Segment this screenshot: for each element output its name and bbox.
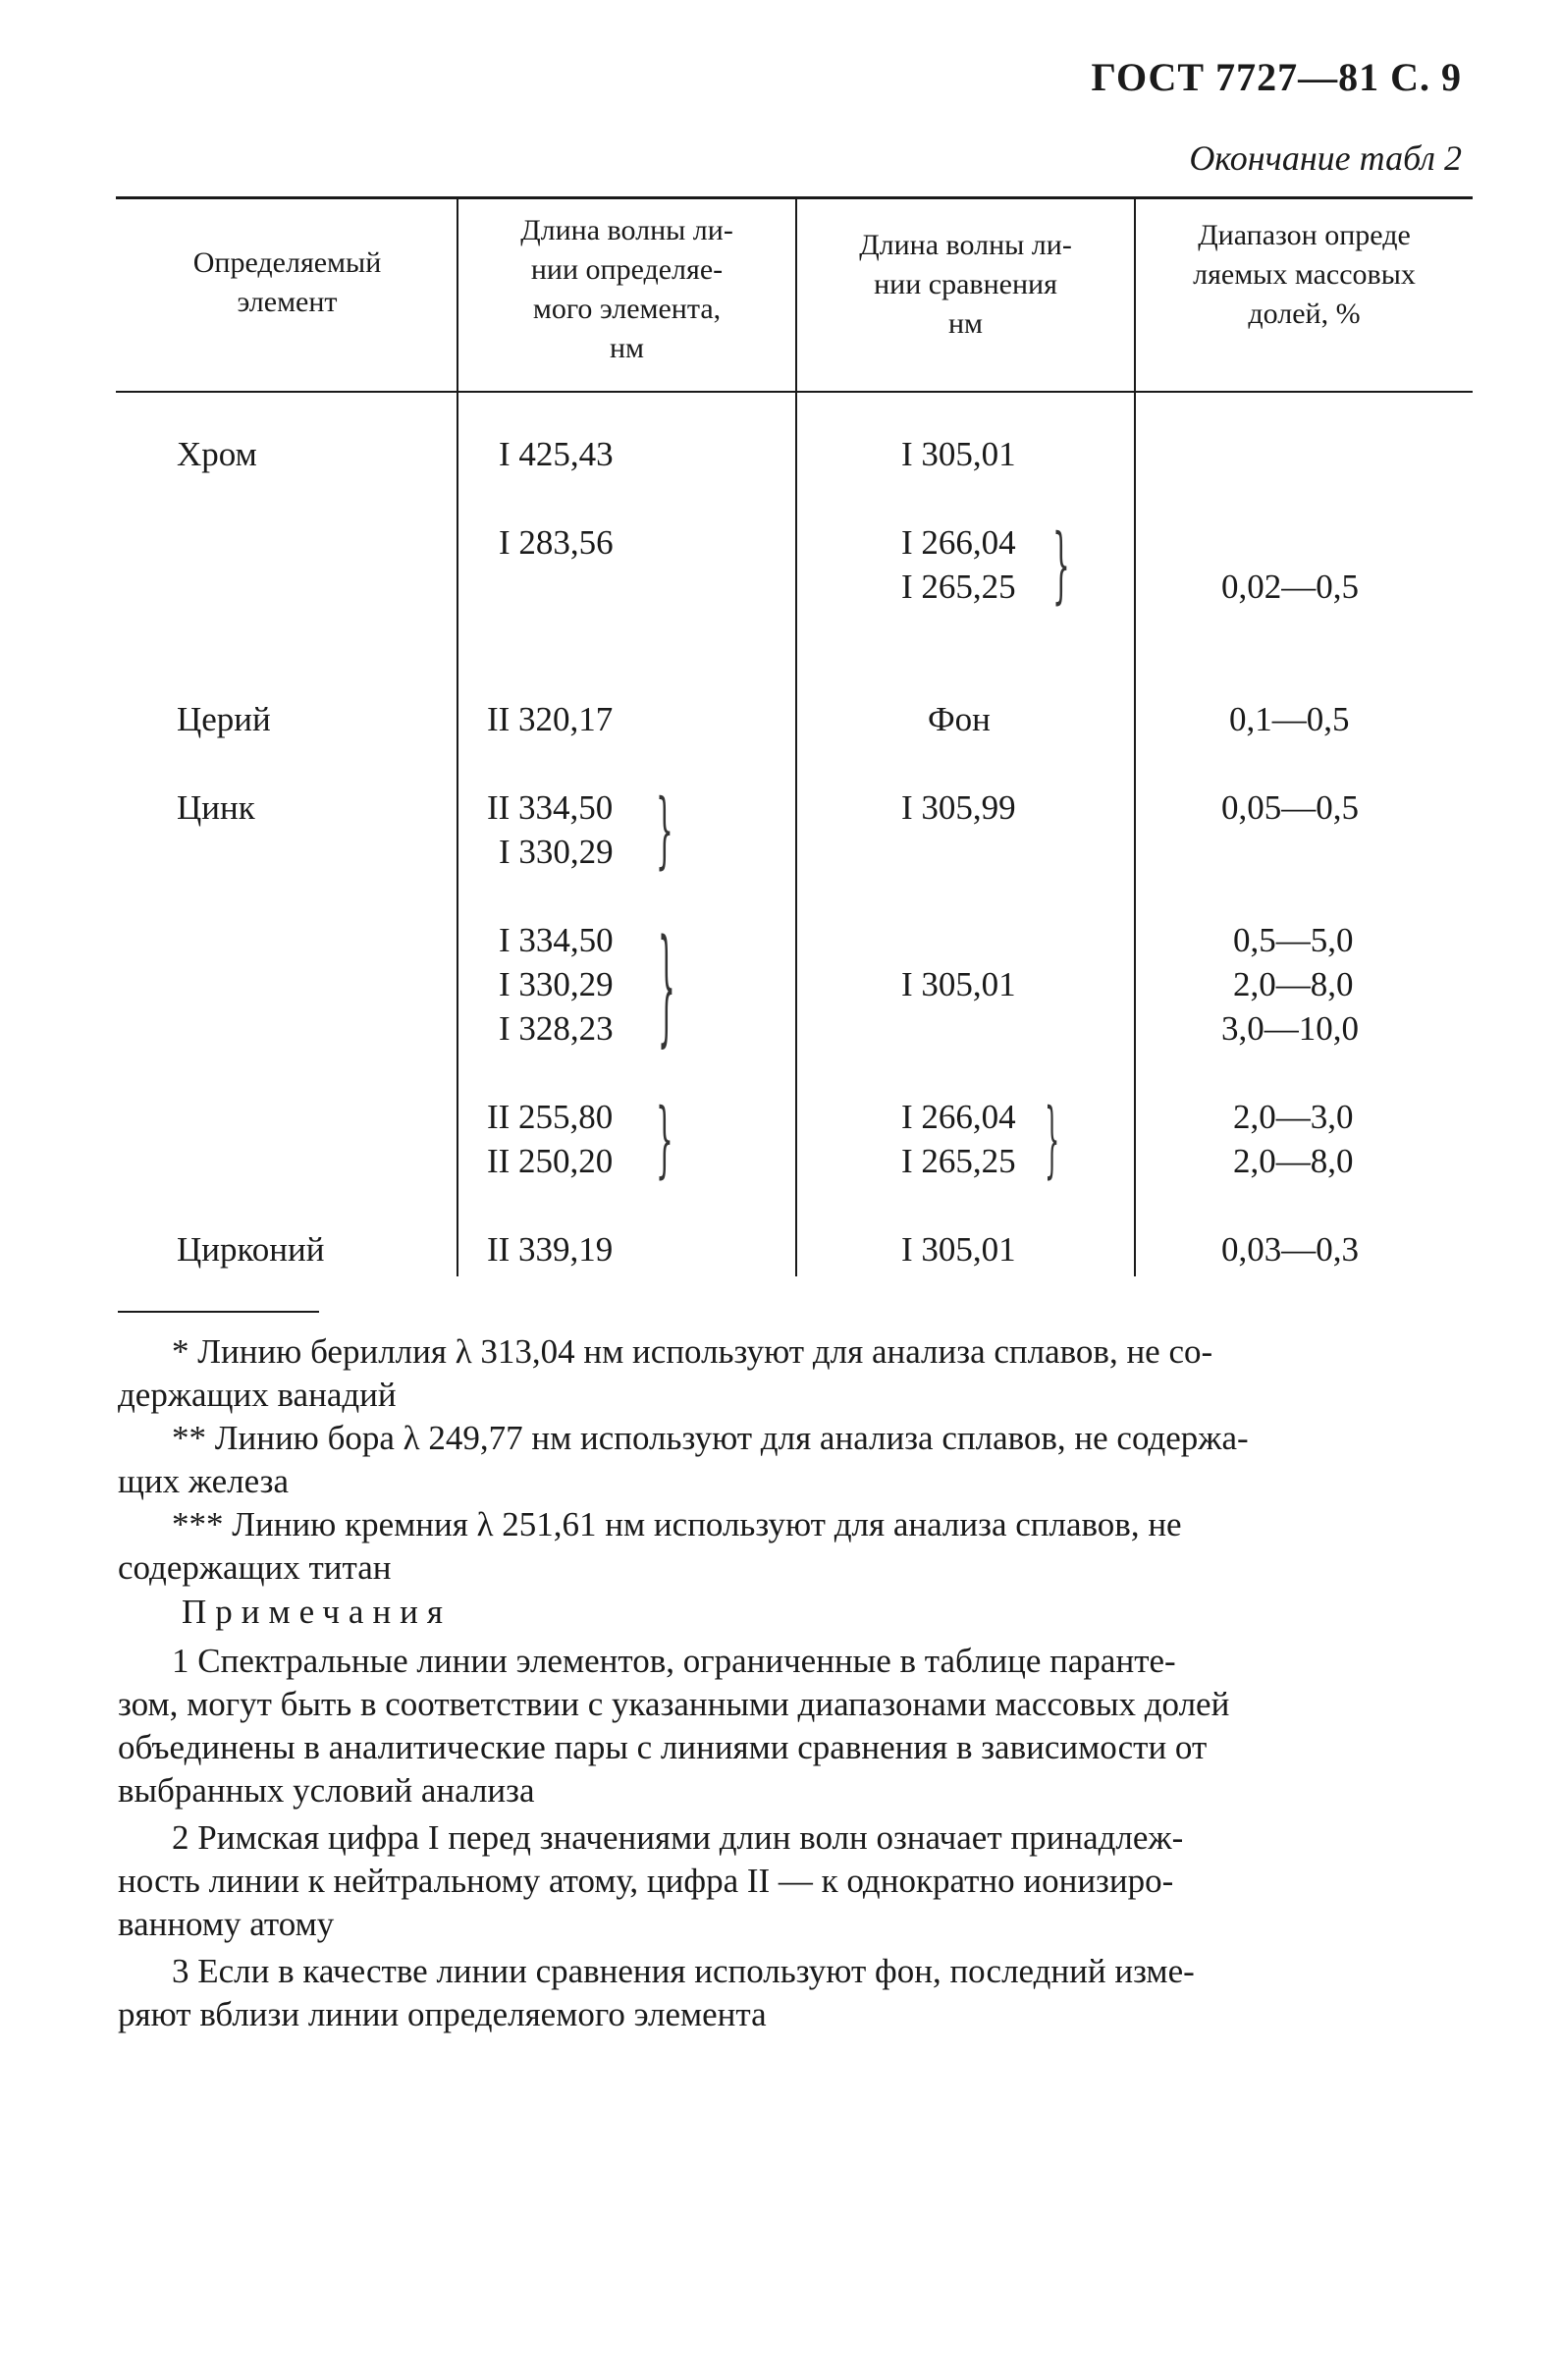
table-cell-element: Хром — [177, 435, 257, 473]
column-header-element: Определяемый элемент — [192, 246, 382, 318]
column-header-line-wavelength: Длина волны ли- нии определяе- мого элемента, нм — [520, 214, 733, 364]
footnote: * Линию бериллия λ 313,04 нм используют для анализа сплавов, не со- держащих ванадий — [118, 1332, 1213, 1414]
column-divider — [795, 198, 797, 1276]
table-cell-line: II 250,20 — [487, 1142, 614, 1180]
table-cell-compare: I 266,04 — [901, 523, 1016, 562]
page-header: ГОСТ 7727—81 С. 9 — [1091, 55, 1462, 99]
table-cell-line: I 328,23 — [499, 1009, 614, 1048]
notes-title: Примечания — [182, 1593, 453, 1631]
table-cell-range: 2,0—8,0 — [1233, 1142, 1354, 1180]
table-cell-line: II 334,50 — [487, 788, 614, 827]
table-cell-range: 0,05—0,5 — [1221, 788, 1359, 827]
table-cell-line: II 255,80 — [487, 1098, 614, 1136]
table-cell-line: I 330,29 — [499, 965, 614, 1003]
table-cell-range: 0,03—0,3 — [1221, 1230, 1359, 1269]
table-cell-range: 0,02—0,5 — [1221, 568, 1359, 606]
table-cell-compare: I 265,25 — [901, 568, 1016, 606]
table-cell-line: II 320,17 — [487, 700, 614, 738]
table-cell-range: 2,0—3,0 — [1233, 1098, 1354, 1136]
footnote: ** Линию бора λ 249,77 нм используют для анализа сплавов, не содержа- щих железа — [118, 1419, 1249, 1500]
right-brace-icon: } — [658, 916, 675, 1061]
column-header-range: Диапазон опреде ляемых массовых долей, % — [1193, 219, 1416, 330]
table-cell-compare: I 305,01 — [901, 965, 1016, 1003]
table-cell-element: Цинк — [177, 788, 255, 827]
table-cell-element: Церий — [177, 700, 271, 738]
column-header-compare-wavelength: Длина волны ли- нии сравнения нм — [859, 229, 1072, 340]
table-cell-line: II 339,19 — [487, 1230, 614, 1269]
footnote-separator — [118, 1311, 319, 1313]
table-cell-range: 0,5—5,0 — [1233, 921, 1354, 959]
note-item: 2 Римская цифра I перед значениями длин волн означает принадлеж- ность линии к нейтральному атому, цифра II — к однократно ионизиро- ванному атому — [118, 1818, 1184, 1943]
table-cell-range: 0,1—0,5 — [1229, 700, 1350, 738]
table-cell-range: 2,0—8,0 — [1233, 965, 1354, 1003]
table-header-rule — [116, 391, 1473, 393]
right-brace-icon: } — [1045, 1093, 1060, 1188]
table-cell-compare: I 305,01 — [901, 1230, 1016, 1269]
table-cell-range: 3,0—10,0 — [1221, 1009, 1359, 1048]
right-brace-icon: } — [656, 1093, 673, 1188]
right-brace-icon: } — [656, 784, 673, 879]
column-divider — [1134, 198, 1136, 1276]
table-cell-compare: Фон — [928, 700, 991, 738]
table-top-rule — [116, 196, 1473, 199]
footnote: *** Линию кремния λ 251,61 нм используют для анализа сплавов, не содержащих титан — [118, 1505, 1182, 1587]
table-cell-compare: I 266,04 — [901, 1098, 1016, 1136]
table-cell-line: I 283,56 — [499, 523, 614, 562]
table-cell-line: I 425,43 — [499, 435, 614, 473]
table-cell-element: Цирконий — [177, 1230, 325, 1269]
table-cell-compare: I 265,25 — [901, 1142, 1016, 1180]
table-cell-compare: I 305,99 — [901, 788, 1016, 827]
right-brace-icon: } — [1052, 518, 1070, 614]
table-cell-line: I 334,50 — [499, 921, 614, 959]
table-cell-compare: I 305,01 — [901, 435, 1016, 473]
note-item: 3 Если в качестве линии сравнения используют фон, последний изме- ряют вблизи линии определяемого элемента — [118, 1952, 1195, 2033]
table-continuation-label: Окончание табл 2 — [1189, 138, 1462, 178]
table-cell-line: I 330,29 — [499, 833, 614, 871]
note-item: 1 Спектральные линии элементов, ограниченные в таблице паранте- зом, могут быть в соответствии с указанными диапазонами массовых долей объединены в аналитические пары с линиями сравнения в зависимости от выбранных условий анализа — [118, 1642, 1230, 1810]
